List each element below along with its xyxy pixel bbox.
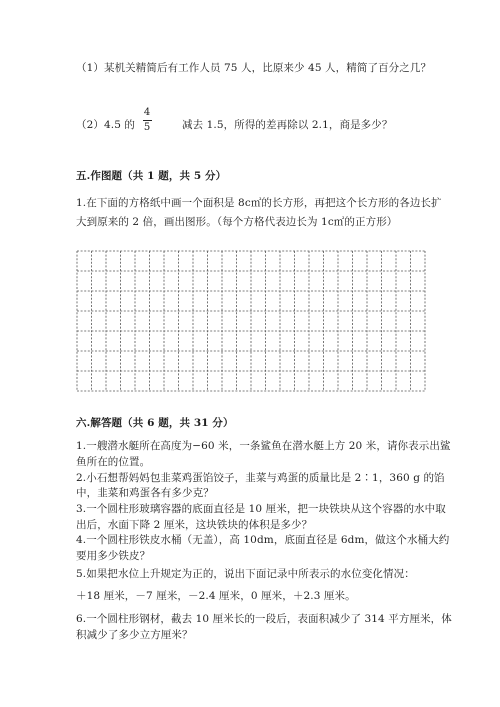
square-grid [76, 250, 426, 392]
problem-2-line-1: 2.小石想帮妈妈包韭菜鸡蛋馅饺子，韭菜与鸡蛋的质量比是 2∶1，360 g 的馅 [76, 472, 445, 484]
problem-3-line-2: 出后，水面下降 2 厘米，这块铁块的体积是多少？ [76, 519, 313, 531]
fraction-bar [143, 120, 152, 121]
problem-1-line-1: 1.一艘潜水艇所在高度为−60 米，一条鲨鱼在潜水艇上方 20 米，请你表示出鲨 [76, 440, 451, 452]
section-5-title: 五.作图题（共 1 题，共 5 分） [76, 170, 227, 182]
fraction-denominator: 5 [143, 122, 151, 133]
problem-1-line-2: 鱼所在的位置。 [76, 456, 151, 468]
question-2-suffix: 减去 1.5，所得的差再除以 2.1，商是多少？ [182, 119, 393, 131]
problem-4-line-1: 4.一个圆柱形铁皮水桶（无盖），高 10dm，底面直径是 6dm，做这个水桶大约 [76, 534, 450, 546]
problem-4-line-2: 要用多少铁皮？ [76, 550, 151, 562]
question-1: （1）某机关精简后有工作人员 75 人，比原来少 45 人，精简了百分之几？ [76, 62, 432, 74]
problem-5-values: ＋18 厘米，－7 厘米，－2.4 厘米，0 厘米，＋2.3 厘米。 [76, 590, 356, 602]
problem-2-line-2: 中，韭菜和鸡蛋各有多少克？ [76, 487, 214, 499]
question-2-prefix: （2）4.5 的 [76, 119, 136, 131]
problem-5-line-1: 5.如果把水位上升规定为正的，说出下面记录中所表示的水位变化情况： [76, 568, 415, 580]
problem-6-line-1: 6.一个圆柱形钢材，截去 10 厘米长的一段后，表面积减少了 314 平方厘米，体 [76, 613, 452, 625]
section-5-text-line-1: 1.在下面的方格纸中画一个面积是 8c㎡的长方形，再把这个长方形的各边长扩 [76, 197, 442, 209]
section-5-text-line-2: 大到原来的 2 倍，画出图形。（每个方格代表边长为 1c㎡的正方形） [76, 216, 398, 228]
problem-6-line-2: 积减少了多少立方厘米？ [76, 629, 193, 641]
section-6-title: 六.解答题（共 6 题，共 31 分） [76, 417, 234, 429]
fraction-four-fifths [140, 107, 154, 134]
problem-3-line-1: 3.一个圆柱形玻璃容器的底面直径是 10 厘米，把一块铁块从这个容器的水中取 [76, 503, 446, 515]
fraction-numerator: 4 [143, 107, 151, 118]
